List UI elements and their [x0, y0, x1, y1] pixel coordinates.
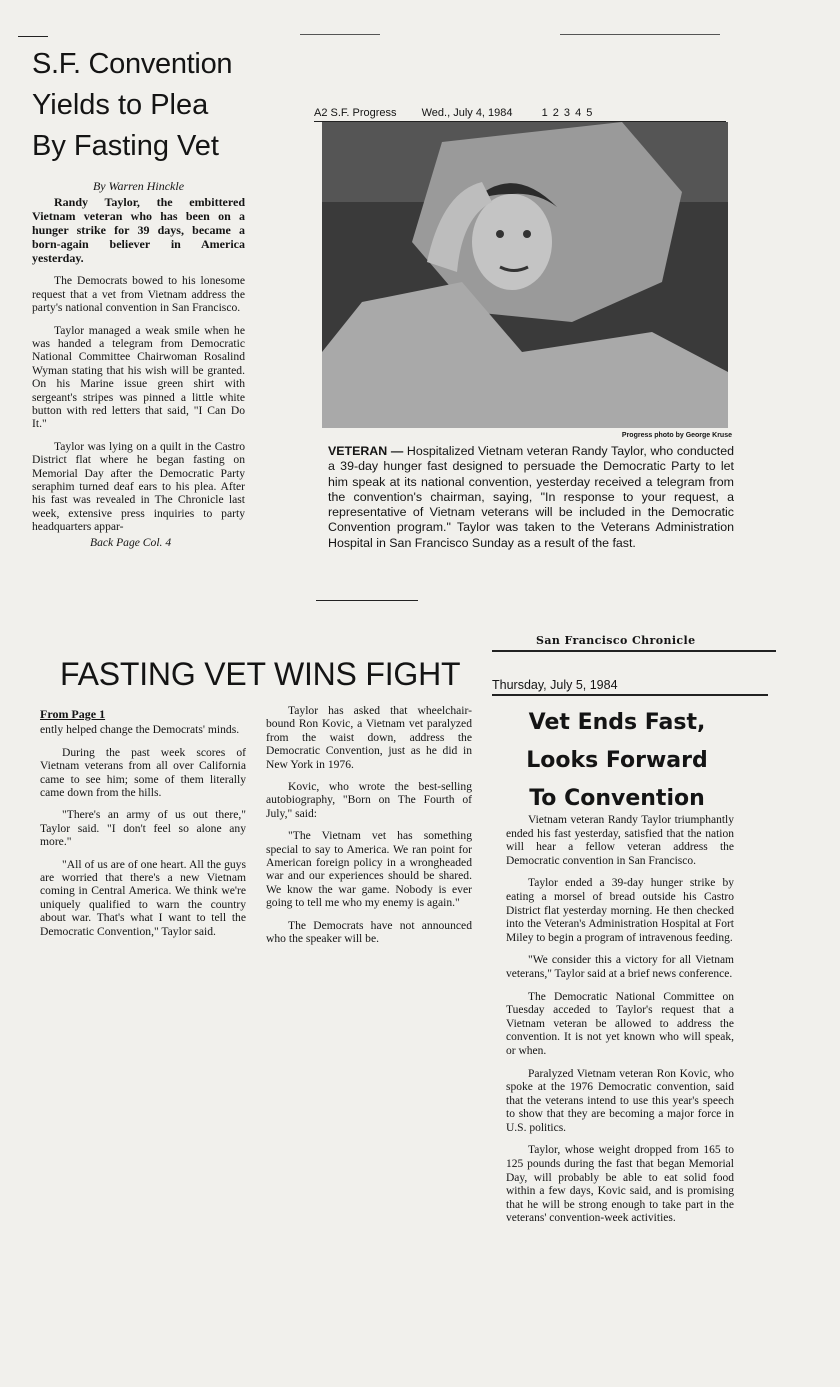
story3-paragraph: Taylor ended a 39-day hunger strike by eating a morsel of bread outside his Castro District flat yesterday morning. He then checked into the Veteran's Administration Hospital at Fort Miley to begin a program of intravenous feeding.	[506, 877, 734, 944]
story1-headline	[32, 44, 292, 167]
story2-paragraph: Kovic, who wrote the best-selling autobiography, "Born on The Fourth of July," said:	[266, 780, 472, 820]
story1-headline-line: Yields to Plea	[32, 89, 209, 121]
story1-lede: Randy Taylor, the embittered Vietnam veteran who has been on a hunger strike for 39 days, became a born-again believer in America yesterday.	[32, 195, 245, 265]
story1-jump: Back Page Col. 4	[90, 535, 172, 549]
story3-headline-line: Vet Ends Fast,	[528, 710, 706, 735]
story2-headline: FASTING VET WINS FIGHT	[60, 656, 461, 692]
folio: A2 S.F. Progress	[314, 107, 397, 119]
caption-rule	[316, 600, 418, 601]
story2-paragraph: ently helped change the Democrats' minds.	[40, 723, 240, 737]
story2-paragraph: "All of us are of one heart. All the guys are worried that there's a new Vietnam coming in Central America. We think we're uniquely qualified to warn the country about war. That's what I want to tell the Democratic Convention," Taylor said.	[40, 857, 246, 938]
story3-headline-line: To Convention	[529, 786, 705, 811]
masthead-rule	[492, 650, 776, 652]
story1-headline-line: By Fasting Vet	[32, 130, 219, 162]
story2-paragraph: Taylor has asked that wheelchair-bound Ron Kovic, a Vietnam vet paralyzed from the waist down, address the Democratic Convention, just as he did in New York in 1976.	[266, 704, 472, 771]
edition-marks: 1 2 3 4 5	[541, 107, 594, 119]
story2-paragraph: "The Vietnam vet has something special to say to America. We ran point for American foreign policy in a wrongheaded war and our experiences should be shared. We know the war game. Nobody is ever going to tell me who my enemy is again."	[266, 829, 472, 910]
eye-shape	[523, 230, 531, 238]
face-shape	[472, 194, 552, 290]
story3-paragraph: The Democratic National Committee on Tuesday acceded to Taylor's request that a Vietnam veteran be allowed to address the convention. It is not yet known who will speak, or when.	[506, 990, 734, 1057]
story1-byline: By Warren Hinckle	[92, 179, 185, 193]
photo-folio-line	[314, 107, 734, 119]
story3-headline-line: Looks Forward	[526, 748, 708, 773]
story3-paragraph: Paralyzed Vietnam veteran Ron Kovic, who spoke at the 1976 Democratic convention, said that the veterans intend to use this year's speech to show that they are becoming a major force in U.S. politics.	[506, 1067, 734, 1134]
top-rule-left	[18, 36, 48, 37]
from-page-label: From Page 1	[40, 707, 106, 721]
story1-paragraph: Taylor managed a weak smile when he was handed a telegram from Democratic National Committee Chairwoman Rosalind Wyman stating that his wish will be granted. On his Marine issue green shirt with sergeant's stripes was pinned a little white button with red letters that said, "I Can Do It."	[32, 323, 245, 431]
story1-paragraph: The Democrats bowed to his lonesome request that a vet from Vietnam address the party's national convention in San Francisco.	[32, 274, 245, 315]
caption-lead: VETERAN —	[328, 444, 404, 458]
photo-credit: Progress photo by George Kruse	[621, 432, 732, 439]
eye-shape	[496, 230, 504, 238]
veteran-photo	[322, 122, 728, 428]
photo-caption	[328, 444, 734, 551]
story3-paragraph: "We consider this a victory for all Vietnam veterans," Taylor said at a brief news conference.	[506, 954, 734, 980]
chronicle-date: Thursday, July 5, 1984	[492, 678, 618, 692]
date-rule	[492, 694, 768, 696]
folio-date: Wed., July 4, 1984	[421, 107, 513, 119]
story2-paragraph: "There's an army of us out there," Taylor said. "I don't feel so alone any more."	[40, 808, 246, 849]
story1-body	[32, 180, 245, 549]
story3-paragraph: Taylor, whose weight dropped from 165 to 125 pounds during the fast that began Memorial Day, will probably be able to eat solid food within a few days, Kovic said, and is promising that he will be strong enough to take part in the veterans' convention-week activities.	[506, 1144, 734, 1225]
top-rule-mid	[300, 34, 380, 35]
story3-headline	[500, 704, 734, 818]
story2-paragraph: The Democrats have not announced who the speaker will be.	[266, 918, 472, 946]
story2-paragraph: During the past week scores of Vietnam veterans from all over California came to see him; some of them literally came down from the hills.	[40, 745, 246, 800]
story3-paragraph: Vietnam veteran Randy Taylor triumphantly ended his fast yesterday, satisfied that the nation will hear a fellow veteran address the Democratic convention in San Francisco.	[506, 814, 734, 867]
chronicle-masthead: San Francisco Chronicle	[536, 634, 696, 647]
story1-headline-line: S.F. Convention	[32, 48, 233, 80]
story3-body	[506, 814, 734, 1235]
story1-paragraph: Taylor was lying on a quilt in the Castro District flat where he began fasting on Memorial Day after the Democratic Party seraphim turned deaf ears to his plea. After his fast was revealed in The Chronicle last week, extensive press inquiries to party headquarters appar-	[32, 439, 245, 534]
story2-col2	[266, 704, 472, 955]
caption-text: Hospitalized Vietnam veteran Randy Taylor, who conducted a 39-day hunger fast designed to persuade the Democratic Party to let him speak at its national convention, yesterday received a telegram from the convention's chairman, saying, "In response to your request, a representative of Vietnam veterans will be included in the Democratic Convention program." Taylor was taken to the Veterans Administration Hospital in San Francisco Sunday as a result of the fast.	[328, 444, 734, 550]
story2-col1	[40, 708, 246, 947]
top-rule-right	[560, 34, 720, 35]
